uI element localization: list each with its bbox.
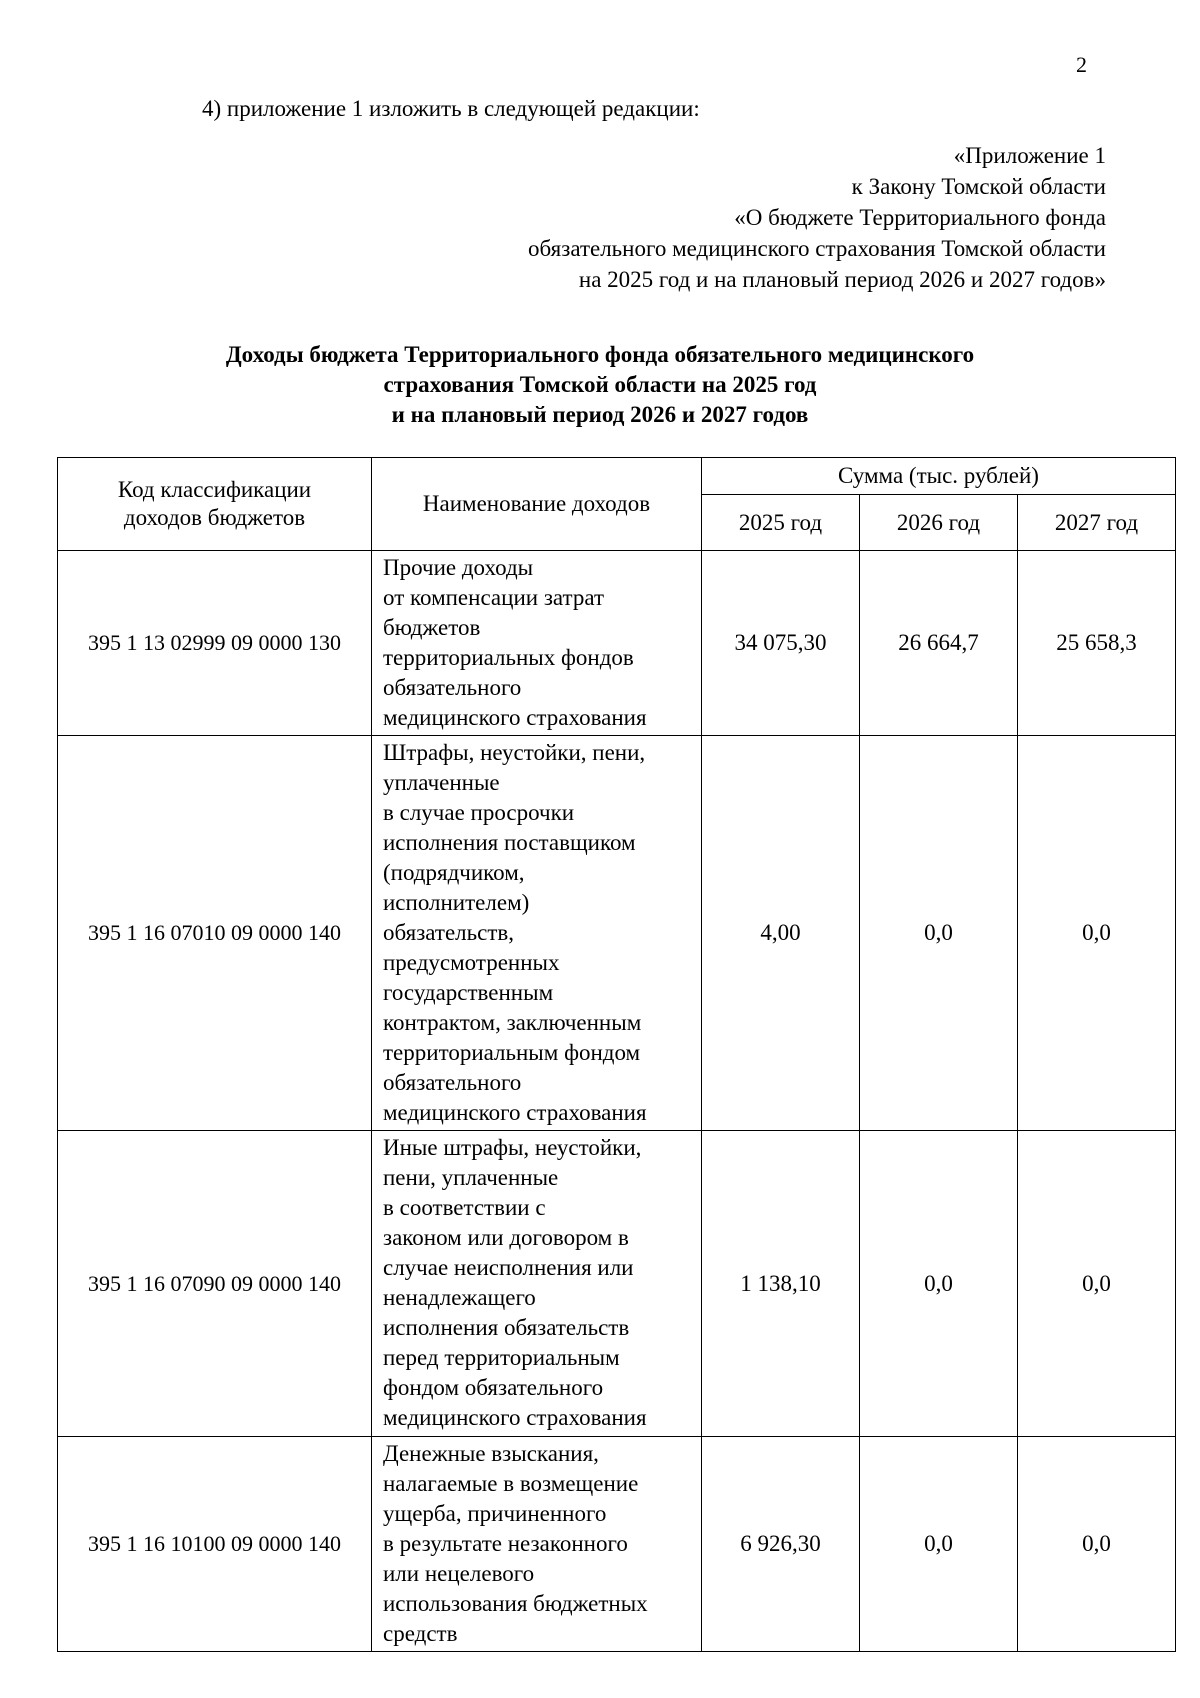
- row-name-line: фондом обязательного: [383, 1375, 604, 1400]
- appendix-line: «Приложение 1: [953, 143, 1106, 168]
- row-value-2026: 0,0: [860, 1131, 1018, 1437]
- row-name-line: исполнителем): [383, 890, 530, 915]
- table-row: [58, 736, 1176, 1131]
- income-table: [57, 457, 1176, 1652]
- row-name-line: налагаемые в возмещение: [383, 1471, 639, 1496]
- table-row: [58, 1437, 1176, 1652]
- row-name-line: территориальных фондов: [383, 645, 634, 670]
- row-code: 395 1 16 07090 09 0000 140: [58, 1131, 372, 1437]
- row-name-line: пени, уплаченные: [383, 1165, 559, 1190]
- table-row: [58, 551, 1176, 736]
- row-name-line: в случае просрочки: [383, 800, 575, 825]
- row-name-line: Штрафы, неустойки, пени,: [383, 740, 646, 765]
- row-name-line: или нецелевого: [383, 1561, 535, 1586]
- row-name-line: бюджетов: [383, 615, 481, 640]
- row-value-2026: 0,0: [860, 1437, 1018, 1652]
- row-value-2027: 0,0: [1018, 1131, 1176, 1437]
- row-value-2027: 0,0: [1018, 736, 1176, 1131]
- row-name-line: исполнения поставщиком: [383, 830, 636, 855]
- header-year-2027: 2027 год: [1018, 495, 1176, 551]
- row-name-line: обязательного: [383, 675, 522, 700]
- row-value-2026: 0,0: [860, 736, 1018, 1131]
- row-name-line: случае неисполнения или: [383, 1255, 634, 1280]
- row-name-line: государственным: [383, 980, 554, 1005]
- row-value-2027: 0,0: [1018, 1437, 1176, 1652]
- row-name-line: ущерба, причиненного: [383, 1501, 607, 1526]
- page-number: 2: [1076, 52, 1087, 77]
- row-name-line: медицинского страхования: [383, 705, 647, 730]
- row-name: [372, 551, 702, 736]
- row-name: [372, 736, 702, 1131]
- row-name: [372, 1131, 702, 1437]
- row-name-line: медицинского страхования: [383, 1405, 647, 1430]
- row-name-line: уплаченные: [383, 770, 500, 795]
- appendix-line: к Закону Томской области: [851, 174, 1106, 199]
- row-name-line: Денежные взыскания,: [383, 1441, 599, 1466]
- row-value-2025: 4,00: [702, 736, 860, 1131]
- row-name-line: обязательств,: [383, 920, 515, 945]
- row-name-line: в соответствии с: [383, 1195, 546, 1220]
- header-year-2025: 2025 год: [702, 495, 860, 551]
- row-name-line: территориальным фондом: [383, 1040, 641, 1065]
- row-value-2025: 1 138,10: [702, 1131, 860, 1437]
- row-name-line: контрактом, заключенным: [383, 1010, 642, 1035]
- table-title-line: и на плановый период 2026 и 2027 годов: [391, 402, 809, 427]
- row-value-2025: 6 926,30: [702, 1437, 860, 1652]
- row-name-line: средств: [383, 1621, 458, 1646]
- row-name-line: медицинского страхования: [383, 1100, 647, 1125]
- row-name-line: (подрядчиком,: [383, 860, 525, 885]
- table-row: [58, 1131, 1176, 1437]
- header-code: [58, 458, 372, 551]
- row-name-line: законом или договором в: [383, 1225, 629, 1250]
- header-sum: Сумма (тыс. рублей): [702, 458, 1176, 495]
- row-name-line: в результате незаконного: [383, 1531, 628, 1556]
- table-title-line: Доходы бюджета Территориального фонда обязательного медицинского: [225, 342, 975, 367]
- row-value-2025: 34 075,30: [702, 551, 860, 736]
- row-code: 395 1 16 07010 09 0000 140: [58, 736, 372, 1131]
- item-text: 4) приложение 1 изложить в следующей редакции:: [202, 96, 700, 121]
- row-name-line: от компенсации затрат: [383, 585, 605, 610]
- row-code: 395 1 13 02999 09 0000 130: [58, 551, 372, 736]
- row-name-line: Прочие доходы: [383, 555, 534, 580]
- row-value-2026: 26 664,7: [860, 551, 1018, 736]
- row-value-2027: 25 658,3: [1018, 551, 1176, 736]
- header-year-2026: 2026 год: [860, 495, 1018, 551]
- table-title: [150, 340, 1050, 430]
- row-code: 395 1 16 10100 09 0000 140: [58, 1437, 372, 1652]
- row-name-line: ненадлежащего: [383, 1285, 536, 1310]
- row-name-line: предусмотренных: [383, 950, 560, 975]
- appendix-line: на 2025 год и на плановый период 2026 и 2027 годов»: [578, 267, 1106, 292]
- header-name: Наименование доходов: [372, 458, 702, 551]
- row-name-line: обязательного: [383, 1070, 522, 1095]
- row-name-line: исполнения обязательств: [383, 1315, 630, 1340]
- row-name-line: Иные штрафы, неустойки,: [383, 1135, 642, 1160]
- row-name: [372, 1437, 702, 1652]
- appendix-line: «О бюджете Территориального фонда: [734, 205, 1106, 230]
- appendix-line: обязательного медицинского страхования Томской области: [528, 236, 1106, 261]
- table-title-line: страхования Томской области на 2025 год: [383, 372, 817, 397]
- header-code-line: доходов бюджетов: [123, 505, 306, 530]
- appendix-header: [406, 140, 1106, 295]
- row-name-line: перед территориальным: [383, 1345, 620, 1370]
- row-name-line: использования бюджетных: [383, 1591, 648, 1616]
- header-code-line: Код классификации: [117, 477, 312, 502]
